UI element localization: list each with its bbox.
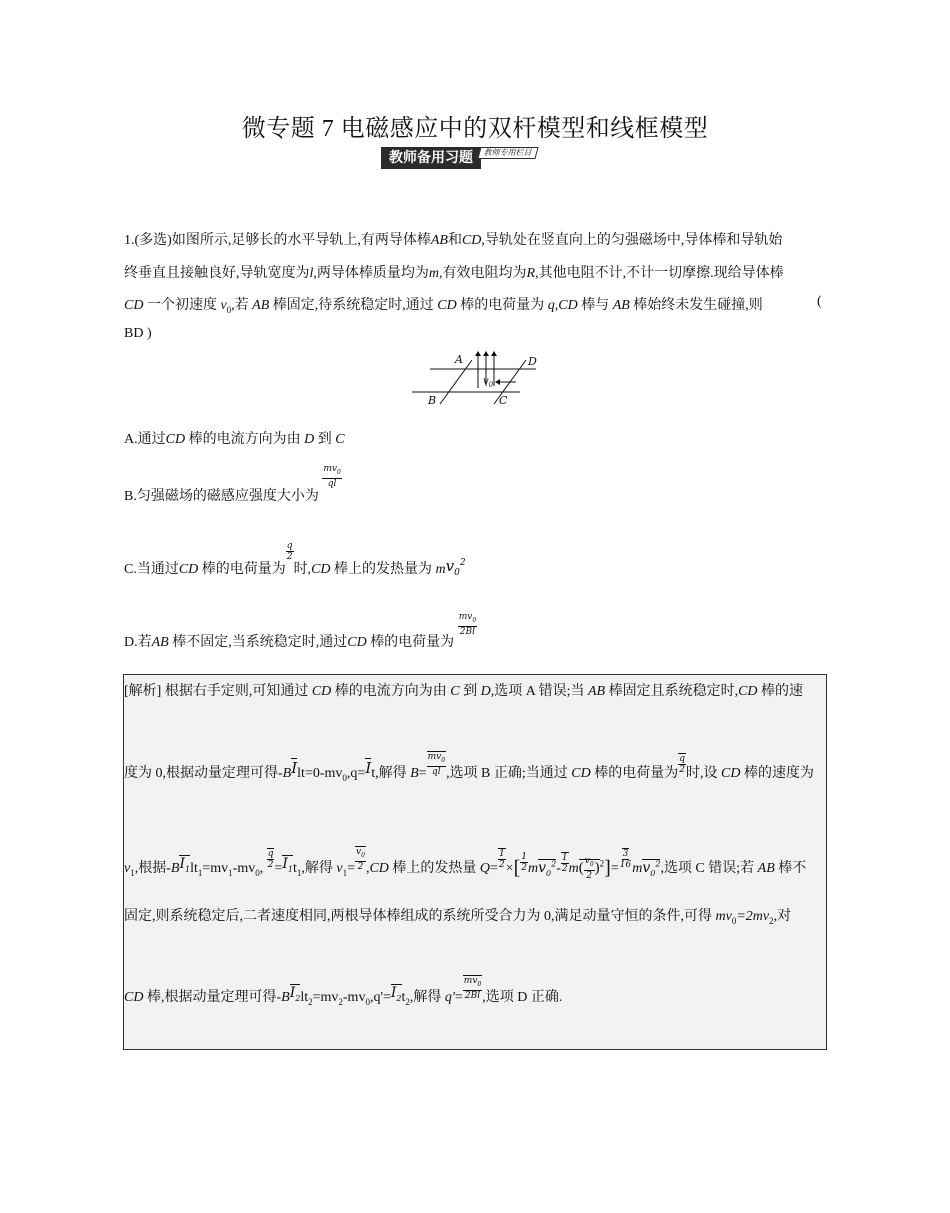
option-d-fraction: $\frac{mv_0}{2Bl}$ xyxy=(458,612,477,637)
analysis-box xyxy=(123,674,827,1050)
analysis-line-4: 固定,则系统稳定后,二者速度相同,两根导体棒组成的系统所受合力为 0,满足动量守恒的条件,可得 $mv_0=2mv_2$,对 xyxy=(124,909,792,926)
analysis-line-2: 度为 0,根据动量定理可得$-BIlt=0-mv_0,q=It$,解得 B= $\frac{mv_0}{ql}$ ,选项 B 正确;当通过 CD 棒的电荷量为 $\frac{q}{2}$ 时,设 CD 棒的速度为 xyxy=(124,752,814,783)
question-line-3: CD 一个初速度 $v_0$,若 AB 棒固定,待系统稳定时,通过 CD 棒的电荷量为 q,CD 棒与 AB 棒始终未发生碰撞,则 xyxy=(124,298,763,315)
question-line-1: 1.(多选)如图所示,足够长的水平导轨上,有两导体棒AB和CD,导轨处在竖直向上的匀强磁场中,导体棒和导轨始 xyxy=(124,233,783,248)
answer-paren-open: ( xyxy=(817,294,822,309)
teacher-badge xyxy=(381,147,537,169)
option-b: B.匀强磁场的磁感应强度大小为 $\frac{mv_0}{ql}$ xyxy=(124,464,341,504)
analysis-line-3: $v_1$,根据$-BI_1lt_1=mv_1-mv_0$, $\frac{q}{2}$ $=I_1t_1$,解得 $v_1=$ $\frac{v_0}{2}$ ,CD 棒上的发热量 Q= $\frac{1}{2}$ ×[ $\frac{1}{2}$ $mv_0^2-$ $\frac{1}{2}$ m( $\frac{v_0}{2}$ )$^2$]= $\frac{3}{16}$ $mv_0^2$,选项 C 错误;若 AB 棒不 xyxy=(124,846,807,881)
answer-text: BD ) xyxy=(124,326,152,341)
page-title: 微专题 7 电磁感应中的双杆模型和线框模型 xyxy=(241,116,709,142)
badge-main: 教师备用习题 xyxy=(381,147,481,169)
badge-sub: 教师专用栏目 xyxy=(477,147,538,159)
option-a: A.通过CD 棒的电流方向为由 D 到 C xyxy=(124,432,345,447)
option-d: D.若AB 棒不固定,当系统稳定时,通过CD 棒的电荷量为 $\frac{mv_0}{2Bl}$ xyxy=(124,612,477,650)
analysis-line-5: CD 棒,根据动量定理可得$-BI_2lt_2=mv_2-mv_0,q'=I_2t_2$,解得 q'= $\frac{mv_0}{2Bl}$ ,选项 D 正确. xyxy=(124,976,563,1007)
question-line-2: 终垂直且接触良好,导轨宽度为l,两导体棒质量均为m,有效电阻均为R,其他电阻不计,不计一切摩擦.现给导体棒 xyxy=(124,266,784,281)
analysis-line-1: [解析] 根据右手定则,可知通过 CD 棒的电流方向为由 C 到 D,选项 A 错误;当 AB 棒固定且系统稳定时,CD 棒的速 xyxy=(124,684,804,699)
rail-figure: A D B C $v_0$ xyxy=(410,350,538,408)
option-b-fraction: $\frac{mv_0}{ql}$ xyxy=(323,464,341,489)
option-c-fraction: $\frac{q}{2}$ xyxy=(286,541,293,563)
option-c: C.当通过CD 棒的电荷量为 $\frac{q}{2}$ 时,CD 棒上的发热量为 $mv_0^2$ xyxy=(124,541,466,578)
